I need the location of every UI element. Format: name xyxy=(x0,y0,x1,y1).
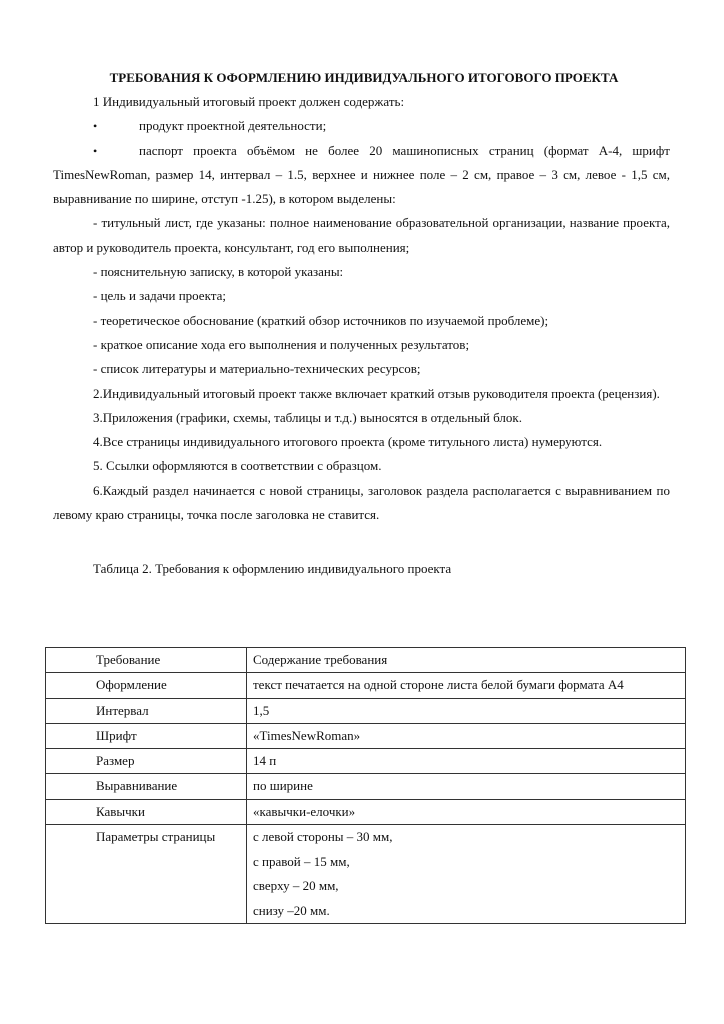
dash-item: - титульный лист, где указаны: полное наименование образовательной организации, название проекта, автор и руководитель проекта, консультант, год его выполнения; xyxy=(53,215,670,255)
dash-item: - цель и задачи проекта; xyxy=(93,288,226,304)
table-row xyxy=(46,673,686,698)
table-row xyxy=(46,749,686,774)
page-margin-line: сверху – 20 мм, xyxy=(253,878,339,894)
point-paragraph: 6.Каждый раздел начинается с новой страницы, заголовок раздела располагается с выравниванием по левому краю страницы, точка после заголовка не ставится. xyxy=(53,482,670,523)
table-cell-label: Интервал xyxy=(46,698,247,723)
intro-paragraph: 1 Индивидуальный итоговый проект должен содержать: xyxy=(93,94,405,109)
table-cell-label: Оформление xyxy=(46,673,247,698)
bullet-text: паспорт проекта объёмом не более 20 машинописных страниц (формат А-4, шрифт TimesNewRoman, размер 14, интервал – 1.5, верхнее и нижнее поле – 2 см, правое – 3 см, левое - 1,5 см, выравнивание по ширине, отступ -1.25), в котором выделены: xyxy=(53,142,670,207)
point-paragraph: 2.Индивидуальный итоговый проект также включает краткий отзыв руководителя проекта (рецензия). xyxy=(93,385,660,401)
point-paragraph: 5. Ссылки оформляются в соответствии с образцом. xyxy=(93,458,382,474)
table-header-row xyxy=(46,648,686,673)
table-row xyxy=(46,799,686,824)
table-cell-value: текст печатается на одной стороне листа белой бумаги формата А4 xyxy=(247,673,686,698)
table-cell-value: по ширине xyxy=(247,774,686,799)
table-row xyxy=(46,825,686,924)
table-caption: Таблица 2. Требования к оформлению индивидуального проекта xyxy=(93,561,452,577)
table-row xyxy=(46,723,686,748)
page-margin-line: снизу –20 мм. xyxy=(253,902,330,918)
table-cell-label: Размер xyxy=(46,749,247,774)
bullet-text: продукт проектной деятельности; xyxy=(139,118,327,134)
dash-item: - краткое описание хода его выполнения и полученных результатов; xyxy=(93,336,470,352)
table-cell-value: «TimesNewRoman» xyxy=(247,723,686,748)
bullet-icon: • xyxy=(93,119,98,134)
table-cell-label: Шрифт xyxy=(46,723,247,748)
dash-item: - список литературы и материально-технических ресурсов; xyxy=(93,361,421,377)
point-paragraph: 3.Приложения (графики, схемы, таблицы и т.д.) выносятся в отдельный блок. xyxy=(93,409,522,425)
page-margin-line: с правой – 15 мм, xyxy=(253,853,350,869)
document-title: ТРЕБОВАНИЯ К ОФОРМЛЕНИЮ ИНДИВИДУАЛЬНОГО ИТОГОВОГО ПРОЕКТА xyxy=(109,70,619,85)
bullet-item xyxy=(53,114,670,138)
table-header-cell: Требование xyxy=(46,648,247,673)
point-paragraph: 4.Все страницы индивидуального итогового проекта (кроме титульного листа) нумеруются. xyxy=(93,434,603,450)
table-cell-label: Параметры страницы xyxy=(46,825,247,924)
table-row xyxy=(46,774,686,799)
table-cell-value xyxy=(247,825,686,924)
requirements-table xyxy=(45,647,686,924)
table-cell-value: 1,5 xyxy=(247,698,686,723)
bullet-icon: • xyxy=(93,143,98,158)
page-margin-line: с левой стороны – 30 мм, xyxy=(253,829,393,845)
table-cell-value: «кавычки-елочки» xyxy=(247,799,686,824)
dash-item: - пояснительную записку, в которой указаны: xyxy=(93,264,344,280)
table-header-cell: Содержание требования xyxy=(247,648,686,673)
table-cell-label: Кавычки xyxy=(46,799,247,824)
dash-item: - теоретическое обоснование (краткий обзор источников по изучаемой проблеме); xyxy=(93,312,549,328)
table-row xyxy=(46,698,686,723)
bullet-item xyxy=(53,139,670,212)
table-cell-label: Выравнивание xyxy=(46,774,247,799)
table-cell-value: 14 п xyxy=(247,749,686,774)
